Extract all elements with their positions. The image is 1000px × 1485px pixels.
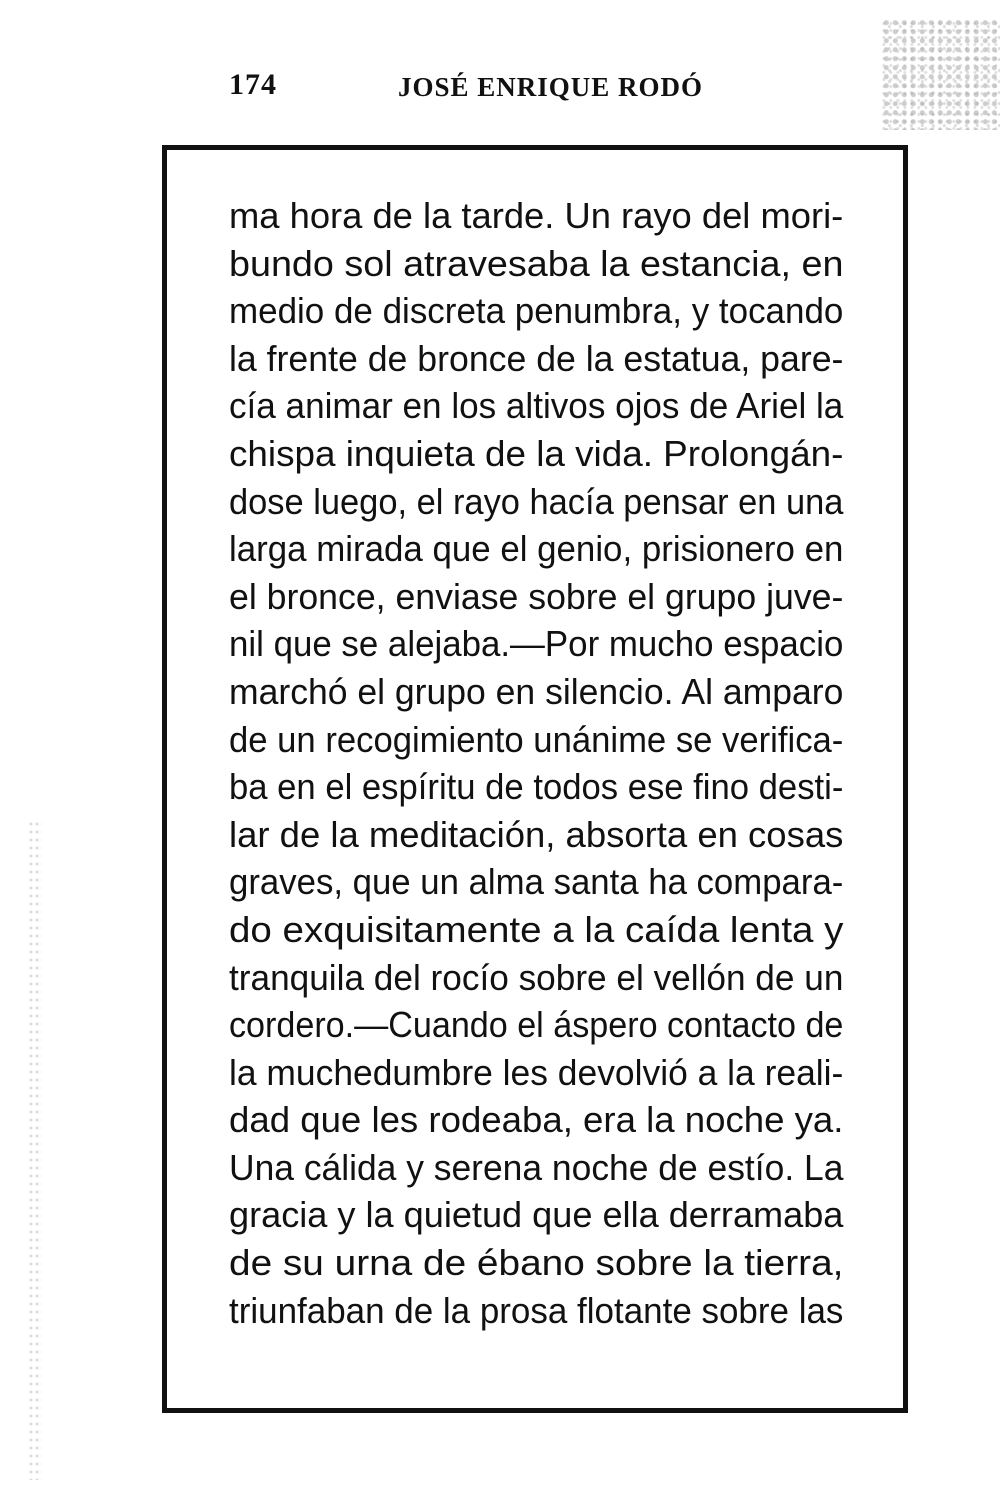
text-line: medio de discreta penumbra, y tocando: [229, 290, 844, 332]
text-line: el bronce, enviase sobre el grupo juve-: [229, 575, 844, 617]
text-line: dad que les rodeaba, era la noche ya.: [229, 1099, 844, 1141]
text-line: dose luego, el rayo hacía pensar en una: [229, 480, 844, 522]
text-line: de su urna de ébano sobre la tierra,: [229, 1242, 844, 1284]
text-line: ma hora de la tarde. Un rayo del mori-: [229, 195, 844, 236]
scan-speckle: [880, 20, 1000, 130]
text-line: marchó el grupo en silencio. Al amparo: [229, 670, 844, 712]
text-line: triunfaban de la prosa flotante sobre las: [229, 1289, 844, 1331]
text-line: larga mirada que el genio, prisionero en: [229, 528, 844, 570]
text-line: graves, que un alma santa ha compara-: [229, 861, 844, 903]
body-text: [229, 192, 843, 1334]
text-line: tranquila del rocío sobre el vellón de un: [229, 956, 844, 998]
text-line: Una cálida y serena noche de estío. La: [229, 1146, 844, 1188]
text-line: gracia y la quietud que ella derramaba: [229, 1194, 844, 1236]
text-line: bundo sol atravesaba la estancia, en: [229, 242, 844, 284]
text-line: lar de la meditación, absorta en cosas: [229, 813, 844, 855]
page-number: 174: [229, 68, 277, 101]
text-line: do exquisitamente a la caída lenta y: [229, 908, 844, 950]
text-line: de un recogimiento unánime se verifica-: [229, 718, 844, 760]
text-line: la frente de bronce de la estatua, pare-: [229, 337, 844, 379]
text-line: nil que se alejaba.—Por mucho espacio: [229, 623, 844, 665]
running-head: JOSÉ ENRIQUE RODÓ: [398, 72, 704, 102]
text-line: cía animar en los altivos ojos de Ariel la: [229, 385, 844, 427]
text-line: la muchedumbre les devolvió a la reali-: [229, 1051, 844, 1093]
text-line: ba en el espíritu de todos ese fino desti-: [229, 766, 844, 808]
text-line: chispa inquieta de la vida. Prolongán-: [229, 432, 844, 474]
text-line: cordero.—Cuando el áspero contacto de: [229, 1004, 844, 1046]
scan-edge-speckle: [28, 820, 42, 1480]
